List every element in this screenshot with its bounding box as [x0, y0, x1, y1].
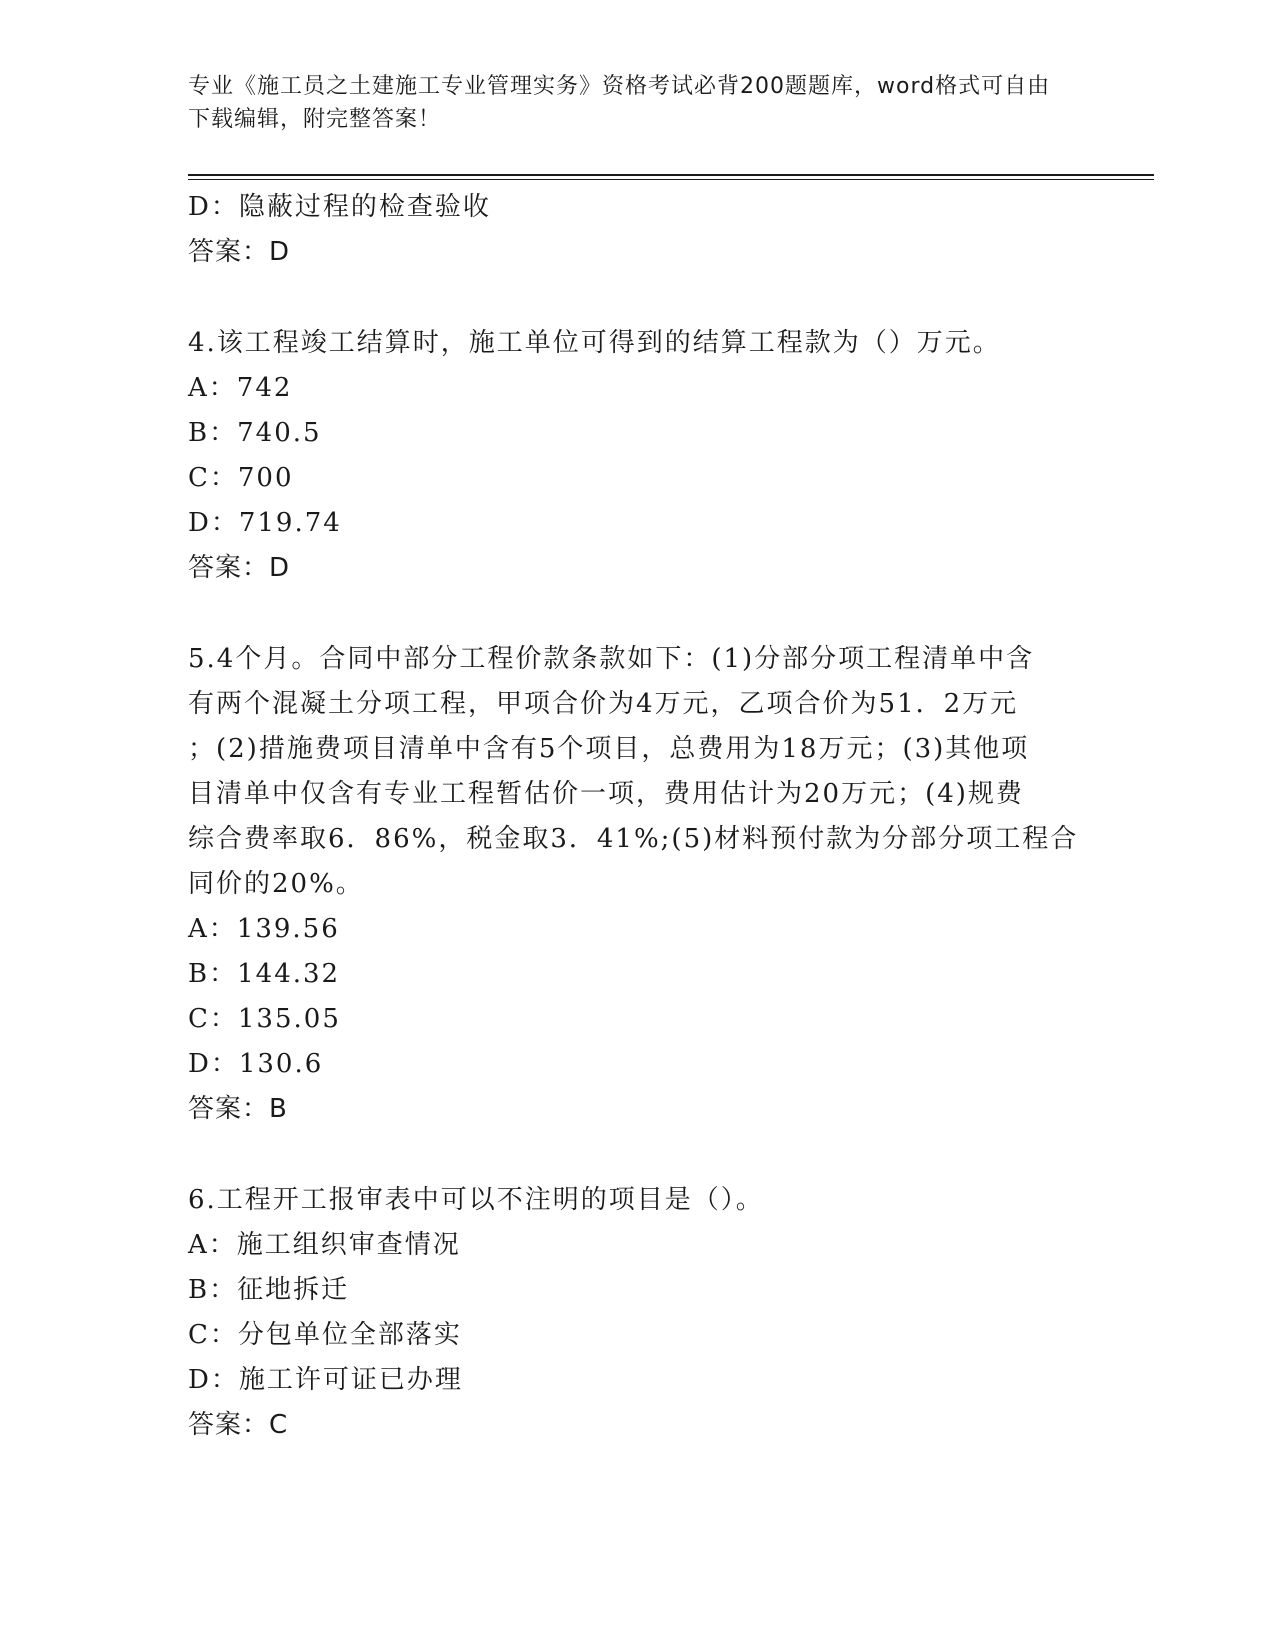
question-stem-line: 有两个混凝土分项工程，甲项合价为4万元，乙项合价为51．2万元 [188, 689, 1019, 719]
question-option-c: C：700 [188, 463, 294, 493]
question-6 [188, 1178, 1148, 1448]
question-stem: 4.该工程竣工结算时，施工单位可得到的结算工程款为（）万元。 [188, 328, 1001, 358]
question-stem-line: 5.4个月。合同中部分工程价款条款如下：(1)分部分项工程清单中含 [188, 644, 1035, 674]
prev-question-answer: 答案：D [188, 237, 291, 267]
question-option-b: B：144.32 [188, 959, 341, 989]
spacer [188, 1132, 1148, 1178]
spacer [188, 275, 1148, 321]
question-option-c: C：135.05 [188, 1004, 341, 1034]
question-option-a: A：139.56 [188, 914, 340, 944]
question-option-d: D：施工许可证已办理 [188, 1365, 463, 1395]
question-option-a: A：742 [188, 373, 293, 403]
question-answer: 答案：C [188, 1410, 289, 1440]
question-option-b: B：征地拆迁 [188, 1275, 350, 1305]
question-answer: 答案：D [188, 553, 291, 583]
question-option-c: C：分包单位全部落实 [188, 1320, 462, 1350]
question-stem-line: 综合费率取6．86%，税金取3．41%;(5)材料预付款为分部分项工程合 [188, 824, 1079, 854]
header-rule-thin [188, 179, 1154, 180]
question-option-b: B：740.5 [188, 418, 322, 448]
question-stem-line: 目清单中仅含有专业工程暂估价一项，费用估计为20万元；(4)规费 [188, 779, 1024, 809]
header-rule-thick [188, 174, 1154, 176]
question-stem-line: ；(2)措施费项目清单中含有5个项目，总费用为18万元；(3)其他项 [188, 734, 1030, 764]
question-stem: 6.工程开工报审表中可以不注明的项目是（）。 [188, 1185, 764, 1215]
question-4 [188, 321, 1148, 591]
spacer [188, 591, 1148, 637]
question-stem-line: 同价的20%。 [188, 869, 364, 899]
question-option-d: D：130.6 [188, 1049, 324, 1079]
question-5 [188, 637, 1148, 1132]
question-option-a: A：施工组织审查情况 [188, 1230, 461, 1260]
question-answer: 答案：B [188, 1094, 288, 1124]
prev-question-option-d: D：隐蔽过程的检查验收 [188, 192, 491, 222]
document-page [188, 70, 1148, 1448]
document-header: 专业《施工员之土建施工专业管理实务》资格考试必背200题题库，word格式可自由下载编辑，附完整答案！ [188, 74, 1051, 132]
question-option-d: D：719.74 [188, 508, 342, 538]
